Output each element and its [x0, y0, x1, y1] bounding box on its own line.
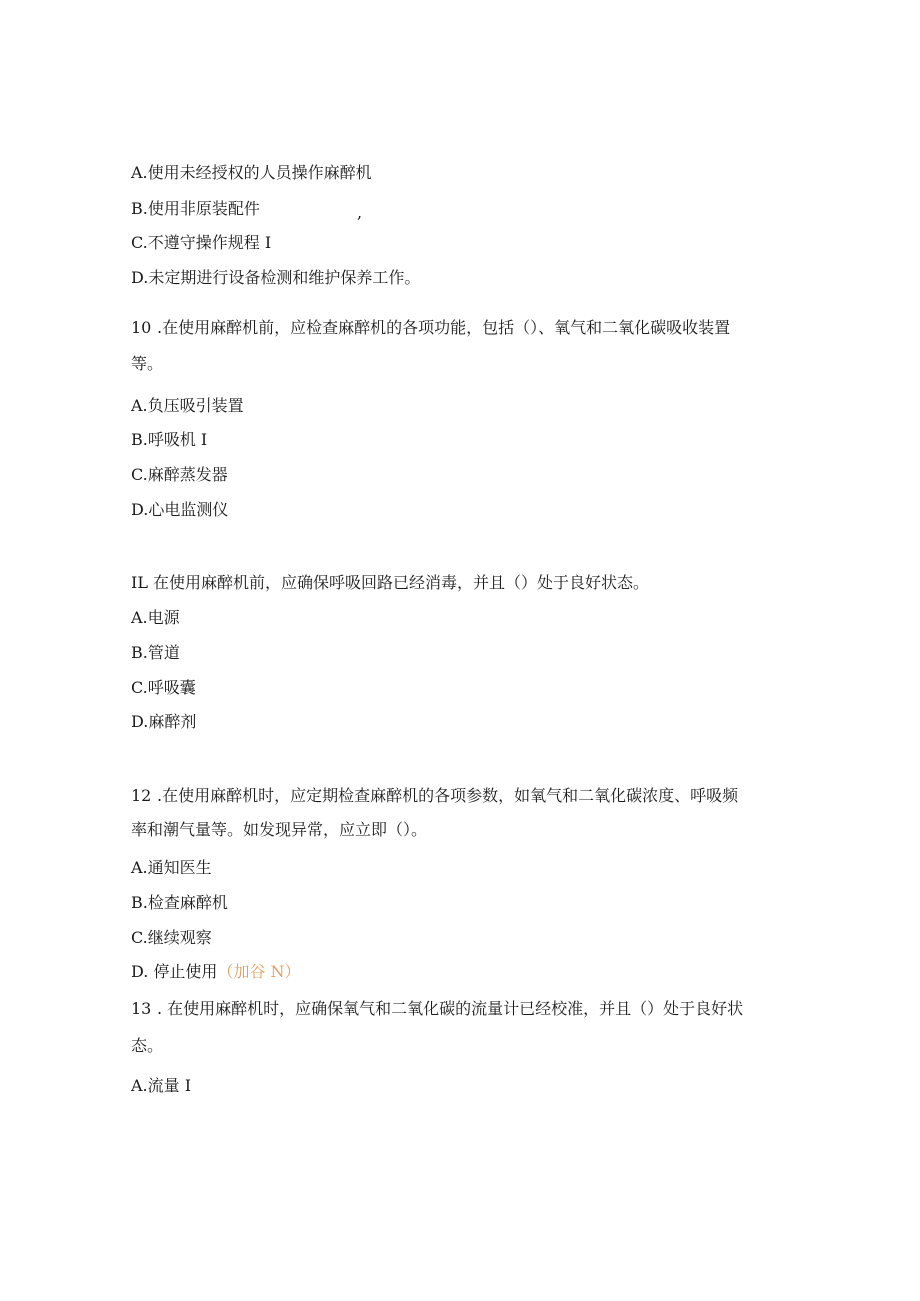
q12-option-b: B.检查麻醉机: [131, 893, 228, 912]
q9-option-c: C.不遵守操作规程 I: [131, 233, 272, 252]
q11-stem: IL 在使用麻醉机前，应确保呼吸回路已经消毒，并且（）处于良好状态。: [131, 573, 650, 592]
q12-stem-text: .在使用麻醉机时，应定期检查麻醉机的各项参数，如氧气和二氧化碳浓度、呼吸频: [157, 786, 739, 805]
q12-number: 12: [131, 786, 152, 805]
q12-option-d-note: （加谷 N）: [217, 962, 301, 981]
q10-number: 10: [131, 318, 152, 337]
q10-stem-line2: 等。: [131, 354, 164, 373]
q10-stem-line1: [131, 318, 730, 338]
q9-option-b: B.使用非原装配件: [131, 199, 260, 218]
stray-mark: ,: [357, 203, 363, 222]
q13-number: 13: [131, 999, 152, 1018]
q11-option-a: A.电源: [131, 608, 180, 627]
q12-option-c: C.继续观察: [131, 928, 212, 947]
q12-stem-line1: [131, 786, 738, 806]
q12-option-a: A.通知医生: [131, 858, 212, 877]
q12-option-d-text: D. 停止使用: [131, 962, 218, 981]
q10-option-b: B.呼吸机 I: [131, 430, 208, 449]
q10-option-c: C.麻醉蒸发器: [131, 465, 228, 484]
q12-stem-line2: 率和潮气量等。如发现异常，应立即（）。: [131, 820, 428, 839]
q9-option-d: D.未定期进行设备检测和维护保养工作。: [131, 268, 421, 287]
q13-stem-line1: [131, 999, 743, 1019]
q11-option-d: D.麻醉剂: [131, 712, 197, 731]
q10-option-a: A.负压吸引装置: [131, 396, 244, 415]
q13-option-a: A.流量 I: [131, 1076, 192, 1095]
q9-option-a: A.使用未经授权的人员操作麻醉机: [131, 163, 372, 182]
q10-option-d: D.心电监测仪: [131, 500, 229, 519]
q11-option-c: C.呼吸囊: [131, 678, 196, 697]
q10-stem-text: .在使用麻醉机前，应检查麻醉机的各项功能，包括（）、氧气和二氧化碳吸收装置: [157, 318, 731, 337]
q11-option-b: B.管道: [131, 643, 180, 662]
q13-stem-text: . 在使用麻醉机时，应确保氧气和二氧化碳的流量计已经校准，并且（）处于良好状: [157, 999, 744, 1018]
q12-option-d: [131, 962, 301, 982]
q13-stem-line2: 态。: [131, 1036, 164, 1055]
